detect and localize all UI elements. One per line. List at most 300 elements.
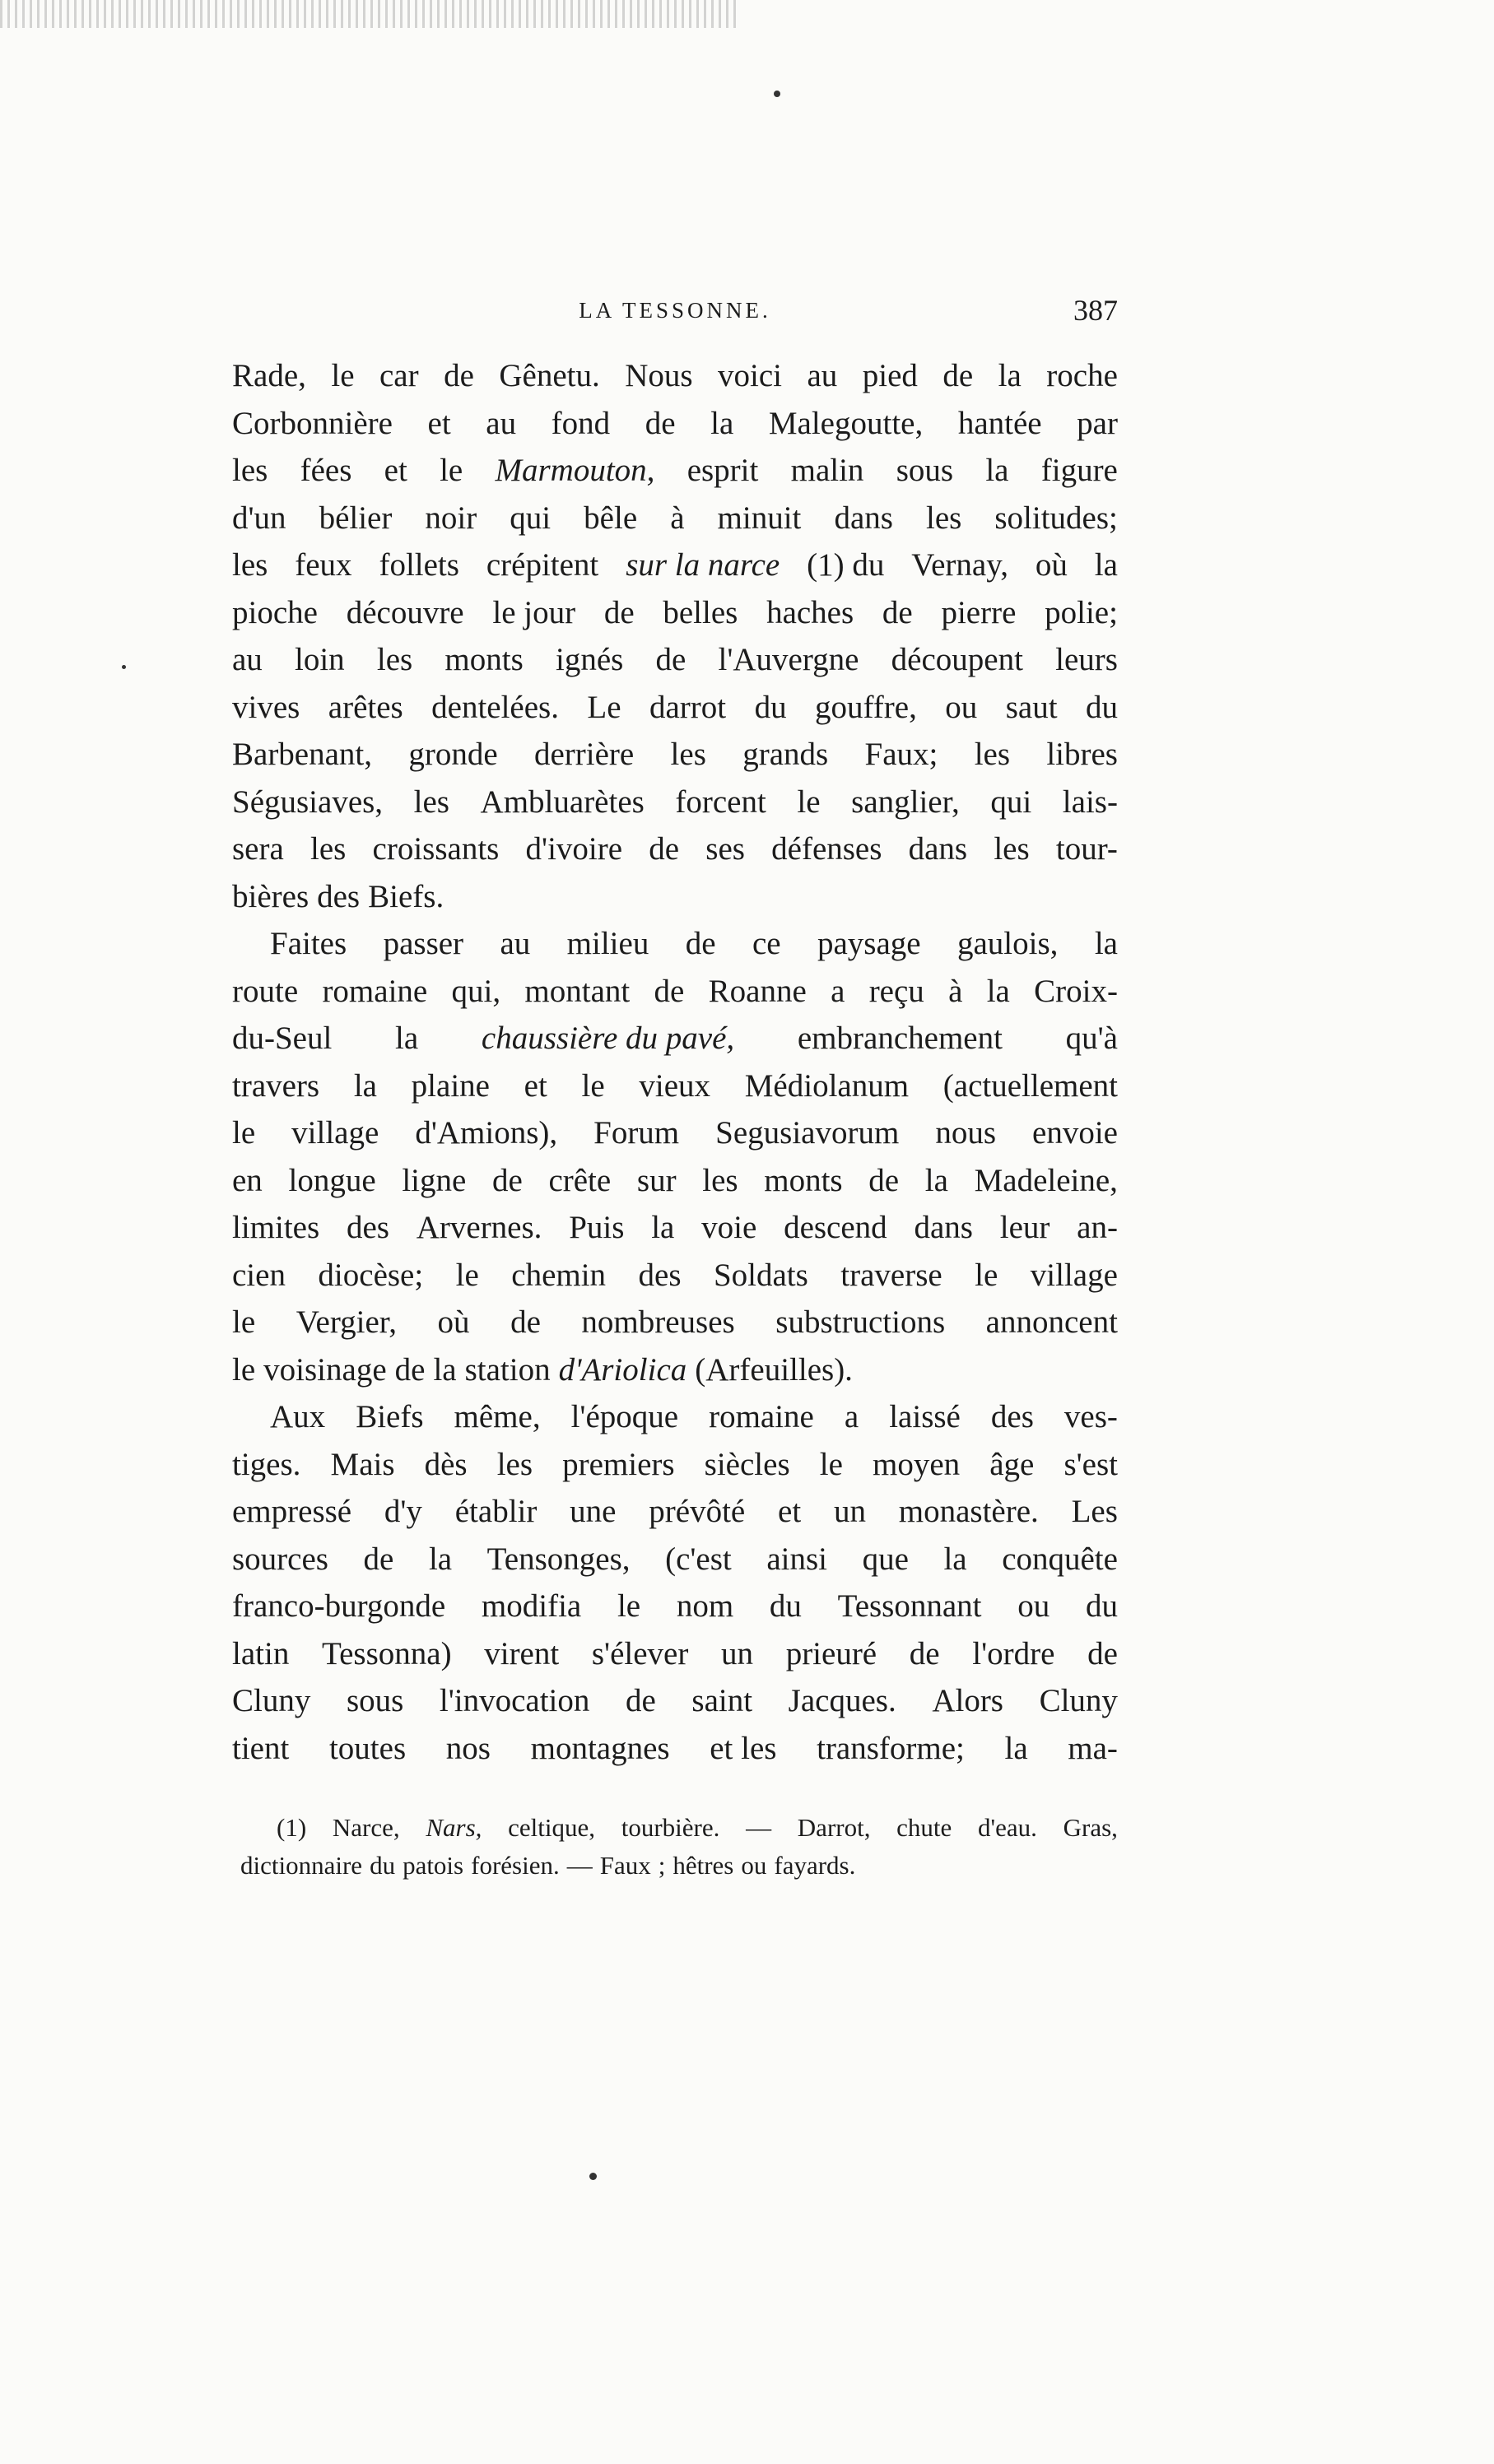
word: même, <box>454 1399 541 1434</box>
word: cien <box>232 1257 286 1293</box>
text-line <box>232 1725 1118 1773</box>
word: chaussière du pavé, <box>481 1020 735 1056</box>
word: Arvernes. <box>416 1210 542 1245</box>
word: de <box>444 358 474 393</box>
footnote-word: chute <box>896 1813 952 1842</box>
word: un <box>833 1494 866 1529</box>
word: transforme; <box>817 1730 965 1766</box>
text-line <box>232 779 1118 826</box>
word: dentelées. <box>431 689 559 725</box>
word: au <box>807 358 838 393</box>
ink-speck <box>774 91 780 97</box>
word: crête <box>548 1162 612 1198</box>
word: plaine <box>411 1067 490 1104</box>
word: roche <box>1046 358 1118 393</box>
text-line <box>232 400 1118 448</box>
text-line <box>232 873 1118 921</box>
word: la <box>428 1541 453 1577</box>
word: nombreuses <box>581 1304 735 1340</box>
word: des <box>990 1399 1034 1434</box>
word: nom <box>676 1588 734 1624</box>
word: l'Auvergne <box>718 642 859 677</box>
word: leur <box>999 1210 1050 1245</box>
word: les <box>974 737 1011 772</box>
word: Cluny <box>1039 1683 1118 1718</box>
word: Ségusiaves, <box>232 783 384 820</box>
word: Madeleine, <box>974 1162 1118 1198</box>
word: empressé <box>232 1494 352 1529</box>
word: follets <box>379 547 459 583</box>
word: Jacques. <box>788 1683 896 1718</box>
text-line <box>232 920 1118 968</box>
text-line <box>232 1441 1118 1489</box>
word: paysage <box>817 926 921 961</box>
word: les <box>994 831 1030 867</box>
word: embranchement <box>797 1020 1003 1056</box>
scan-noise <box>0 0 741 28</box>
text-line <box>232 1252 1118 1299</box>
word: Tessonnant <box>837 1588 982 1624</box>
footnote-word: — <box>566 1851 593 1880</box>
word: l'ordre <box>972 1635 1055 1671</box>
word: qui <box>990 783 1032 820</box>
word: de <box>685 926 716 961</box>
text-line <box>232 1204 1118 1252</box>
word: nos <box>445 1730 491 1766</box>
ink-speck <box>589 2173 597 2180</box>
word: au <box>486 405 517 441</box>
word: un <box>721 1635 754 1671</box>
word: qu'à <box>1065 1020 1118 1056</box>
text-line <box>232 1630 1118 1678</box>
text-line <box>232 1109 1118 1157</box>
word: la <box>651 1210 675 1245</box>
word: monastère. <box>898 1494 1039 1529</box>
word: Rade, <box>232 358 306 393</box>
word: et les <box>710 1730 777 1766</box>
word: Soldats <box>713 1257 808 1293</box>
word: libres <box>1046 737 1118 772</box>
word: la <box>1094 547 1118 583</box>
text-line <box>232 1062 1118 1110</box>
word: les <box>702 1162 738 1198</box>
word: saint <box>691 1683 753 1718</box>
footnote-word: du <box>370 1851 396 1880</box>
word: qui, <box>451 973 501 1009</box>
word: a <box>844 1399 859 1434</box>
word: feux <box>295 547 352 583</box>
word: noir <box>425 500 477 536</box>
word: longue <box>288 1162 376 1198</box>
word: polie; <box>1045 594 1118 630</box>
word: Faites <box>270 926 347 961</box>
word: fées <box>300 453 352 488</box>
word: du-Seul <box>232 1020 333 1056</box>
word: hantée <box>957 405 1042 441</box>
word: voie <box>701 1210 757 1245</box>
word: dans <box>914 1210 973 1245</box>
word: virent <box>484 1635 560 1671</box>
word: d'y <box>384 1494 422 1529</box>
running-title: LA TESSONNE. <box>579 298 771 323</box>
word: de <box>655 642 686 677</box>
word: Malegoutte, <box>768 405 924 441</box>
text-line <box>232 1488 1118 1536</box>
text-line <box>232 1015 1118 1062</box>
word: les <box>232 453 268 488</box>
word: Ambluarètes <box>480 783 645 820</box>
word: au <box>500 926 531 961</box>
word: le <box>455 1257 479 1293</box>
word: croissants <box>372 831 500 867</box>
word: d'Amions), <box>415 1115 558 1151</box>
running-head <box>232 294 1118 339</box>
word: tient <box>232 1730 290 1766</box>
word: le <box>819 1446 843 1482</box>
word: sous <box>346 1683 404 1718</box>
word: défenses <box>771 831 882 867</box>
word: s'élever <box>591 1635 689 1671</box>
word: (1) du <box>807 547 885 583</box>
word: la <box>985 453 1009 488</box>
word: leurs <box>1055 642 1118 677</box>
word: diocèse; <box>318 1257 424 1293</box>
word: Vergier, <box>296 1304 397 1340</box>
word: l'époque <box>570 1399 679 1434</box>
word: du <box>769 1588 802 1624</box>
text-line <box>232 1299 1118 1346</box>
word: où <box>437 1304 470 1340</box>
word: tour- <box>1055 831 1118 867</box>
word: et <box>524 1067 547 1104</box>
word: substructions <box>775 1304 946 1340</box>
word: Corbonnière <box>232 405 393 441</box>
word: de <box>626 1683 656 1718</box>
body-text <box>232 352 1118 1772</box>
word: Roanne <box>708 973 807 1009</box>
word: malin <box>790 453 864 488</box>
word: le <box>440 453 463 488</box>
footnote-word: fayards. <box>774 1851 856 1880</box>
word: station <box>464 1351 551 1388</box>
word: Croix- <box>1034 973 1118 1009</box>
word: bières <box>232 878 310 914</box>
word: Aux <box>270 1399 326 1434</box>
word: d'Ariolica <box>558 1351 687 1388</box>
word: Puis <box>569 1210 625 1245</box>
word: la <box>353 1067 377 1104</box>
word: belles <box>663 594 738 630</box>
word: Médiolanum <box>744 1067 910 1104</box>
word: fond <box>551 405 611 441</box>
word: le jour <box>492 594 576 630</box>
word: arêtes <box>328 689 403 725</box>
word: de <box>394 1351 426 1388</box>
word: de <box>645 405 676 441</box>
word: darrot <box>649 689 727 725</box>
footnote-word: hêtres <box>673 1851 734 1880</box>
word: pierre <box>941 594 1017 630</box>
word: s'est <box>1063 1446 1118 1482</box>
word: du <box>754 689 787 725</box>
word: moyen <box>872 1446 961 1482</box>
word: minuit <box>717 500 802 536</box>
word: traverse <box>840 1257 942 1293</box>
word: sanglier, <box>851 783 960 820</box>
word: le <box>232 1351 256 1388</box>
text-line <box>232 825 1118 873</box>
word: la <box>943 1541 967 1577</box>
word: de <box>510 1304 541 1340</box>
word: le <box>797 783 821 820</box>
word: du <box>1085 1588 1118 1624</box>
word: et <box>427 405 451 441</box>
word: ligne <box>402 1162 467 1198</box>
word: Le <box>587 689 621 725</box>
footnote-word: forésien. <box>471 1851 560 1880</box>
text-line <box>232 447 1118 495</box>
word: l'invocation <box>439 1683 590 1718</box>
word: car <box>379 358 419 393</box>
word: la <box>998 358 1022 393</box>
word: Forum <box>593 1115 680 1151</box>
word: où <box>1035 547 1068 583</box>
page-number: 387 <box>1073 294 1118 327</box>
text-line <box>232 1677 1118 1725</box>
word: de <box>868 1162 900 1198</box>
word: esprit <box>686 453 759 488</box>
word: le <box>617 1588 641 1624</box>
footnotes <box>240 1809 1118 1885</box>
word: la <box>986 973 1010 1009</box>
word: le <box>232 1304 256 1340</box>
word: à <box>948 973 963 1009</box>
word: découvre <box>346 594 464 630</box>
word: ou <box>945 689 978 725</box>
word: sous <box>896 453 954 488</box>
footnote-word: ; <box>658 1851 666 1880</box>
footnote-word: Darrot, <box>797 1813 871 1842</box>
word: de <box>491 1162 523 1198</box>
footnote-word: Gras, <box>1063 1813 1118 1842</box>
word: derrière <box>533 737 635 772</box>
word: premiers <box>562 1446 675 1482</box>
text-line <box>232 684 1118 732</box>
word: voici <box>718 358 782 393</box>
word: Tessonna) <box>322 1635 452 1671</box>
word: la <box>1094 926 1118 961</box>
word: forcent <box>675 783 766 820</box>
word: envoie <box>1032 1115 1118 1151</box>
word: montant <box>524 973 631 1009</box>
word: siècles <box>704 1446 790 1482</box>
word: que <box>862 1541 909 1577</box>
text-line <box>232 731 1118 779</box>
word: laissé <box>889 1399 961 1434</box>
word: ainsi <box>766 1541 827 1577</box>
word: ou <box>1017 1588 1050 1624</box>
footnote-word: Nars, <box>426 1813 482 1842</box>
word: d'un <box>232 500 286 536</box>
word: Segusiavorum <box>715 1115 900 1151</box>
word: figure <box>1040 453 1118 488</box>
footnote-word: d'eau. <box>978 1813 1037 1842</box>
word: dans <box>908 831 968 867</box>
word: descend <box>784 1210 887 1245</box>
word: a <box>831 973 845 1009</box>
word: les <box>670 737 706 772</box>
word: (actuellement <box>942 1067 1118 1104</box>
word: Vernay, <box>911 547 1008 583</box>
word: les <box>376 642 413 677</box>
word: nous <box>935 1115 997 1151</box>
word: du <box>1085 689 1118 725</box>
word: sources <box>232 1541 328 1577</box>
word: Biefs <box>356 1399 424 1434</box>
word: et <box>778 1494 802 1529</box>
word: gronde <box>408 737 498 772</box>
footnote-word: dictionnaire <box>240 1851 363 1880</box>
footnote-word: (1) <box>277 1813 307 1842</box>
ink-speck <box>122 665 126 669</box>
word: prieuré <box>785 1635 877 1671</box>
word: la <box>1004 1730 1028 1766</box>
word: la <box>710 405 734 441</box>
word: franco-burgonde <box>232 1588 446 1624</box>
word: toutes <box>328 1730 407 1766</box>
word: pied <box>862 358 918 393</box>
word: sur <box>636 1162 677 1198</box>
word: Barbenant, <box>232 737 373 772</box>
text-line <box>232 636 1118 684</box>
text-line <box>232 1536 1118 1583</box>
word: monts <box>444 642 524 677</box>
word: milieu <box>566 926 649 961</box>
word: dans <box>834 500 893 536</box>
word: ma- <box>1068 1730 1118 1766</box>
word: latin <box>232 1635 290 1671</box>
word: (c'est <box>665 1541 732 1577</box>
footnote-word: — <box>746 1813 772 1842</box>
word: le <box>331 358 355 393</box>
word: des <box>346 1210 389 1245</box>
word: grands <box>742 737 829 772</box>
word: Biefs. <box>368 878 444 914</box>
word: ignés <box>555 642 624 677</box>
word: village <box>291 1115 379 1151</box>
word: Faux; <box>864 737 938 772</box>
word: bêle <box>584 500 638 536</box>
word: village <box>1030 1257 1118 1293</box>
text-line <box>232 1393 1118 1441</box>
word: haches <box>766 594 854 630</box>
word: prévôté <box>649 1494 746 1529</box>
word: sur la narce <box>626 547 780 583</box>
word: de <box>649 831 680 867</box>
word: reçu <box>868 973 924 1009</box>
word: Les <box>1071 1494 1118 1529</box>
word: les <box>925 500 962 536</box>
word: Gênetu. <box>499 358 600 393</box>
word: romaine <box>709 1399 814 1434</box>
word: vieux <box>639 1067 711 1104</box>
word: Alors <box>932 1683 1003 1718</box>
word: (Arfeuilles). <box>695 1351 853 1388</box>
footnote-word: celtique, <box>508 1813 595 1842</box>
word: gaulois, <box>957 926 1059 961</box>
word: bélier <box>319 500 393 536</box>
footnote-line <box>240 1809 1118 1847</box>
text-line <box>232 589 1118 637</box>
word: de <box>363 1541 394 1577</box>
text-line <box>232 542 1118 589</box>
word: modifia <box>481 1588 582 1624</box>
word: vives <box>232 689 300 725</box>
word: Marmouton, <box>495 453 655 488</box>
word: au <box>232 642 263 677</box>
word: ves- <box>1063 1399 1118 1434</box>
word: pioche <box>232 594 318 630</box>
word: Nous <box>625 358 693 393</box>
word: âge <box>989 1446 1035 1482</box>
word: lais- <box>1062 783 1118 820</box>
word: annoncent <box>985 1304 1118 1340</box>
word: la <box>395 1020 419 1056</box>
footnote-word: Narce, <box>332 1813 400 1842</box>
footnote-line <box>240 1847 1118 1885</box>
word: des <box>638 1257 682 1293</box>
word: loin <box>295 642 345 677</box>
word: en <box>232 1162 263 1198</box>
text-line <box>232 352 1118 400</box>
footnote-word: Faux <box>599 1851 651 1880</box>
text-line <box>232 495 1118 542</box>
word: ce <box>752 926 781 961</box>
word: solitudes; <box>994 500 1118 536</box>
word: Mais <box>330 1446 395 1482</box>
footnote-word: patois <box>403 1851 464 1880</box>
text-line <box>232 968 1118 1016</box>
word: le <box>975 1257 998 1293</box>
word: dès <box>424 1446 468 1482</box>
word: de <box>942 358 974 393</box>
word: an- <box>1077 1210 1118 1245</box>
word: Tensonges, <box>486 1541 631 1577</box>
word: passer <box>383 926 464 961</box>
word: de <box>603 594 635 630</box>
word: chemin <box>511 1257 607 1293</box>
word: des <box>317 878 361 914</box>
word: ses <box>705 831 745 867</box>
word: saut <box>1005 689 1058 725</box>
word: à <box>670 500 685 536</box>
word: qui <box>510 500 552 536</box>
word: une <box>570 1494 617 1529</box>
text-line <box>232 1346 1118 1394</box>
word: voisinage <box>263 1351 387 1388</box>
word: Cluny <box>232 1683 311 1718</box>
footnote-word: ou <box>741 1851 767 1880</box>
word: travers <box>232 1067 320 1104</box>
word: découpent <box>891 642 1023 677</box>
word: la <box>924 1162 948 1198</box>
text-line <box>232 1157 1118 1205</box>
word: le <box>232 1115 256 1151</box>
word: les <box>310 831 347 867</box>
word: romaine <box>322 973 428 1009</box>
word: le <box>581 1067 605 1104</box>
word: par <box>1077 405 1118 441</box>
